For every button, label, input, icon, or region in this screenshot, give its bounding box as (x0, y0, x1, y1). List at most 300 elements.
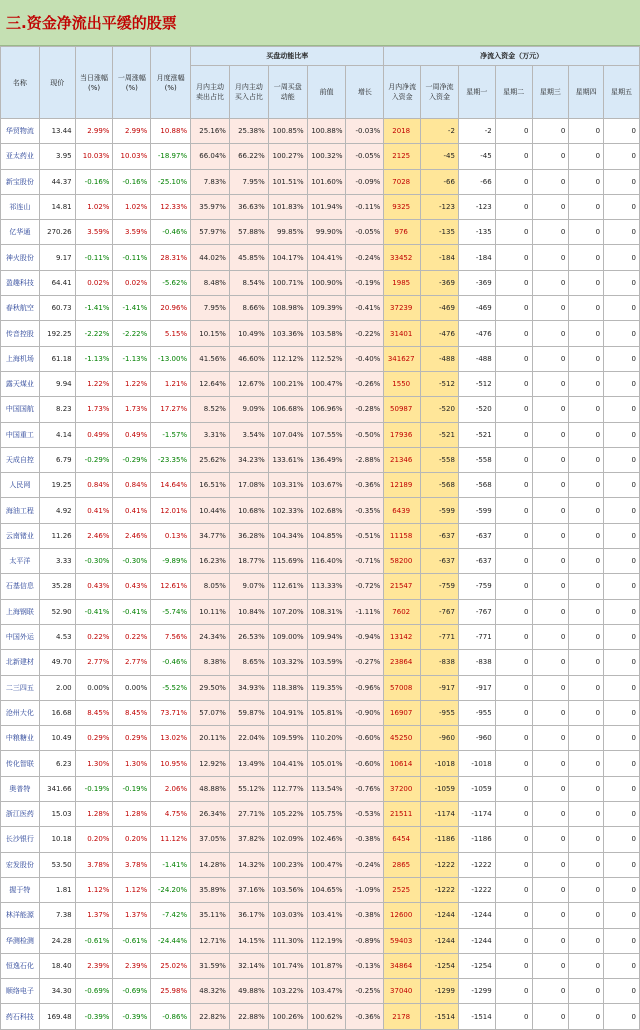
stock-name-cell: 上海钢联 (1, 599, 40, 624)
tue-flow-cell: 0 (495, 827, 532, 852)
day-change-cell: -1.13% (75, 346, 113, 371)
week-inflow-cell: -1059 (421, 776, 459, 801)
growth-cell: -0.03% (346, 119, 384, 144)
month-change-cell: -5.52% (151, 675, 191, 700)
thu-flow-cell: 0 (569, 119, 604, 144)
prev-value-cell: 109.39% (307, 296, 346, 321)
price-cell: 61.18 (39, 346, 75, 371)
thu-flow-cell: 0 (569, 371, 604, 396)
wed-flow-cell: 0 (532, 169, 569, 194)
month-sell-ratio-cell: 14.28% (191, 852, 230, 877)
week-change-cell: 0.84% (113, 473, 151, 498)
thu-flow-cell: 0 (569, 523, 604, 548)
month-change-cell: 13.02% (151, 726, 191, 751)
wed-flow-cell: 0 (532, 776, 569, 801)
day-change-cell: 0.22% (75, 624, 113, 649)
day-change-cell: 3.59% (75, 220, 113, 245)
prev-value-cell: 113.33% (307, 574, 346, 599)
week-change-cell: 3.78% (113, 852, 151, 877)
fri-flow-cell: 0 (604, 447, 640, 472)
mon-flow-cell: -1018 (458, 751, 495, 776)
stock-name-cell: 华贸物流 (1, 119, 40, 144)
growth-cell: -0.09% (346, 169, 384, 194)
table-row (1, 549, 640, 574)
month-change-cell: 25.98% (151, 979, 191, 1004)
prev-value-cell: 112.19% (307, 928, 346, 953)
month-change-cell: -25.10% (151, 169, 191, 194)
day-change-cell: 2.77% (75, 650, 113, 675)
month-change-cell: -24.20% (151, 877, 191, 902)
day-change-cell: -0.29% (75, 447, 113, 472)
month-change-cell: 5.15% (151, 321, 191, 346)
mon-flow-cell: -960 (458, 726, 495, 751)
wed-flow-cell: 0 (532, 624, 569, 649)
month-buy-ratio-cell: 26.53% (229, 624, 268, 649)
growth-cell: -0.13% (346, 953, 384, 978)
month-buy-ratio-cell: 14.32% (229, 852, 268, 877)
mon-flow-cell: -838 (458, 650, 495, 675)
price-cell: 169.48 (39, 1004, 75, 1029)
tue-flow-cell: 0 (495, 346, 532, 371)
thu-flow-cell: 0 (569, 827, 604, 852)
mon-flow-cell: -1244 (458, 928, 495, 953)
month-buy-ratio-cell: 13.49% (229, 751, 268, 776)
month-buy-ratio-cell: 46.60% (229, 346, 268, 371)
thu-flow-cell: 0 (569, 574, 604, 599)
month-sell-ratio-cell: 34.77% (191, 523, 230, 548)
thu-flow-cell: 0 (569, 877, 604, 902)
mon-flow-cell: -759 (458, 574, 495, 599)
day-change-cell: 0.41% (75, 498, 113, 523)
price-cell: 1.81 (39, 877, 75, 902)
fri-flow-cell: 0 (604, 321, 640, 346)
stock-name-cell: 握于特 (1, 877, 40, 902)
table-row (1, 802, 640, 827)
week-inflow-cell: -1186 (421, 827, 459, 852)
wed-flow-cell: 0 (532, 473, 569, 498)
table-row (1, 473, 640, 498)
growth-cell: -1.09% (346, 877, 384, 902)
wed-flow-cell: 0 (532, 194, 569, 219)
thu-flow-cell: 0 (569, 346, 604, 371)
month-buy-ratio-cell: 57.88% (229, 220, 268, 245)
price-cell: 64.41 (39, 270, 75, 295)
day-change-cell: 0.43% (75, 574, 113, 599)
growth-cell: -0.40% (346, 346, 384, 371)
fri-flow-cell: 0 (604, 574, 640, 599)
thu-flow-cell: 0 (569, 422, 604, 447)
price-cell: 9.17 (39, 245, 75, 270)
table-row (1, 144, 640, 169)
mon-flow-cell: -369 (458, 270, 495, 295)
month-sell-ratio-cell: 48.88% (191, 776, 230, 801)
month-change-cell: 11.12% (151, 827, 191, 852)
tue-flow-cell: 0 (495, 903, 532, 928)
price-cell: 9.94 (39, 371, 75, 396)
week-inflow-cell: -1299 (421, 979, 459, 1004)
header-month-change: 月度涨幅 (%) (151, 47, 191, 119)
prev-value-cell: 103.58% (307, 321, 346, 346)
tue-flow-cell: 0 (495, 397, 532, 422)
day-change-cell: 1.73% (75, 397, 113, 422)
week-inflow-cell: -558 (421, 447, 459, 472)
growth-cell: -0.28% (346, 397, 384, 422)
week-change-cell: 2.46% (113, 523, 151, 548)
growth-cell: -1.11% (346, 599, 384, 624)
mon-flow-cell: -1254 (458, 953, 495, 978)
tue-flow-cell: 0 (495, 245, 532, 270)
mon-flow-cell: -2 (458, 119, 495, 144)
stock-name-cell: 华测检测 (1, 928, 40, 953)
month-inflow-cell: 21547 (384, 574, 421, 599)
tue-flow-cell: 0 (495, 498, 532, 523)
week-change-cell: -0.39% (113, 1004, 151, 1029)
price-cell: 4.92 (39, 498, 75, 523)
mon-flow-cell: -1059 (458, 776, 495, 801)
week-change-cell: 1.28% (113, 802, 151, 827)
month-sell-ratio-cell: 35.97% (191, 194, 230, 219)
growth-cell: -0.36% (346, 473, 384, 498)
month-inflow-cell: 17936 (384, 422, 421, 447)
prev-value-cell: 103.67% (307, 473, 346, 498)
week-inflow-cell: -917 (421, 675, 459, 700)
wed-flow-cell: 0 (532, 498, 569, 523)
month-inflow-cell: 11158 (384, 523, 421, 548)
month-sell-ratio-cell: 12.71% (191, 928, 230, 953)
growth-cell: -0.05% (346, 144, 384, 169)
growth-cell: -0.19% (346, 270, 384, 295)
thu-flow-cell: 0 (569, 700, 604, 725)
price-cell: 4.14 (39, 422, 75, 447)
prev-value-cell: 100.47% (307, 852, 346, 877)
fri-flow-cell: 0 (604, 194, 640, 219)
week-inflow-cell: -488 (421, 346, 459, 371)
prev-value-cell: 100.32% (307, 144, 346, 169)
tue-flow-cell: 0 (495, 194, 532, 219)
prev-value-cell: 106.96% (307, 397, 346, 422)
prev-value-cell: 101.94% (307, 194, 346, 219)
mon-flow-cell: -45 (458, 144, 495, 169)
month-sell-ratio-cell: 7.83% (191, 169, 230, 194)
price-cell: 34.30 (39, 979, 75, 1004)
week-inflow-cell: -960 (421, 726, 459, 751)
week-inflow-cell: -1244 (421, 903, 459, 928)
mon-flow-cell: -476 (458, 321, 495, 346)
tue-flow-cell: 0 (495, 751, 532, 776)
thu-flow-cell: 0 (569, 397, 604, 422)
tue-flow-cell: 0 (495, 270, 532, 295)
header-day-change: 当日涨幅 (%) (75, 47, 113, 119)
week-buy-momentum-cell: 107.20% (268, 599, 307, 624)
month-inflow-cell: 16907 (384, 700, 421, 725)
day-change-cell: 1.12% (75, 877, 113, 902)
week-buy-momentum-cell: 103.03% (268, 903, 307, 928)
month-sell-ratio-cell: 10.11% (191, 599, 230, 624)
tue-flow-cell: 0 (495, 776, 532, 801)
month-buy-ratio-cell: 36.63% (229, 194, 268, 219)
stock-name-cell: 中国外运 (1, 624, 40, 649)
week-inflow-cell: -759 (421, 574, 459, 599)
week-buy-momentum-cell: 100.85% (268, 119, 307, 144)
month-change-cell: 10.88% (151, 119, 191, 144)
thu-flow-cell: 0 (569, 953, 604, 978)
thu-flow-cell: 0 (569, 979, 604, 1004)
week-inflow-cell: -184 (421, 245, 459, 270)
month-inflow-cell: 2525 (384, 877, 421, 902)
month-inflow-cell: 7602 (384, 599, 421, 624)
prev-value-cell: 104.41% (307, 245, 346, 270)
month-sell-ratio-cell: 8.05% (191, 574, 230, 599)
thu-flow-cell: 0 (569, 624, 604, 649)
month-buy-ratio-cell: 45.85% (229, 245, 268, 270)
stock-name-cell: 上海机场 (1, 346, 40, 371)
price-cell: 2.00 (39, 675, 75, 700)
fri-flow-cell: 0 (604, 245, 640, 270)
month-buy-ratio-cell: 36.28% (229, 523, 268, 548)
fri-flow-cell: 0 (604, 346, 640, 371)
growth-cell: -0.41% (346, 296, 384, 321)
week-change-cell: 1.22% (113, 371, 151, 396)
price-cell: 49.70 (39, 650, 75, 675)
week-change-cell: 1.30% (113, 751, 151, 776)
tue-flow-cell: 0 (495, 852, 532, 877)
day-change-cell: -0.61% (75, 928, 113, 953)
week-buy-momentum-cell: 101.74% (268, 953, 307, 978)
table-row (1, 169, 640, 194)
week-buy-momentum-cell: 99.85% (268, 220, 307, 245)
week-buy-momentum-cell: 111.30% (268, 928, 307, 953)
month-buy-ratio-cell: 37.82% (229, 827, 268, 852)
growth-cell: -0.53% (346, 802, 384, 827)
month-sell-ratio-cell: 48.32% (191, 979, 230, 1004)
week-buy-momentum-cell: 101.51% (268, 169, 307, 194)
stock-name-cell: 云南锗业 (1, 523, 40, 548)
month-change-cell: 10.95% (151, 751, 191, 776)
table-row (1, 523, 640, 548)
week-change-cell: -1.41% (113, 296, 151, 321)
month-sell-ratio-cell: 57.07% (191, 700, 230, 725)
tue-flow-cell: 0 (495, 953, 532, 978)
stock-name-cell: 浙江医药 (1, 802, 40, 827)
price-cell: 8.23 (39, 397, 75, 422)
table-row (1, 827, 640, 852)
month-sell-ratio-cell: 35.11% (191, 903, 230, 928)
table-row (1, 624, 640, 649)
stock-name-cell: 恒逸石化 (1, 953, 40, 978)
wed-flow-cell: 0 (532, 549, 569, 574)
month-sell-ratio-cell: 26.34% (191, 802, 230, 827)
week-inflow-cell: -45 (421, 144, 459, 169)
price-cell: 16.68 (39, 700, 75, 725)
month-inflow-cell: 12189 (384, 473, 421, 498)
month-sell-ratio-cell: 20.11% (191, 726, 230, 751)
price-cell: 13.44 (39, 119, 75, 144)
stock-name-cell: 中粮糖业 (1, 726, 40, 751)
month-change-cell: 12.61% (151, 574, 191, 599)
week-inflow-cell: -2 (421, 119, 459, 144)
growth-cell: -0.26% (346, 371, 384, 396)
price-cell: 3.33 (39, 549, 75, 574)
week-change-cell: 3.59% (113, 220, 151, 245)
day-change-cell: -0.69% (75, 979, 113, 1004)
table-row (1, 574, 640, 599)
month-change-cell: -5.62% (151, 270, 191, 295)
stock-name-cell: 亚太药业 (1, 144, 40, 169)
price-cell: 53.50 (39, 852, 75, 877)
tue-flow-cell: 0 (495, 675, 532, 700)
week-buy-momentum-cell: 115.69% (268, 549, 307, 574)
tue-flow-cell: 0 (495, 1004, 532, 1029)
tue-flow-cell: 0 (495, 650, 532, 675)
prev-value-cell: 109.94% (307, 624, 346, 649)
week-inflow-cell: -1222 (421, 852, 459, 877)
thu-flow-cell: 0 (569, 751, 604, 776)
month-buy-ratio-cell: 17.08% (229, 473, 268, 498)
week-inflow-cell: -66 (421, 169, 459, 194)
header-name: 名称 (1, 47, 40, 119)
month-buy-ratio-cell: 36.17% (229, 903, 268, 928)
month-sell-ratio-cell: 24.34% (191, 624, 230, 649)
month-buy-ratio-cell: 7.95% (229, 169, 268, 194)
fri-flow-cell: 0 (604, 776, 640, 801)
fri-flow-cell: 0 (604, 1004, 640, 1029)
week-buy-momentum-cell: 102.33% (268, 498, 307, 523)
mon-flow-cell: -1244 (458, 903, 495, 928)
thu-flow-cell: 0 (569, 928, 604, 953)
table-row (1, 979, 640, 1004)
tue-flow-cell: 0 (495, 422, 532, 447)
month-change-cell: -0.46% (151, 220, 191, 245)
month-buy-ratio-cell: 14.15% (229, 928, 268, 953)
growth-cell: -0.94% (346, 624, 384, 649)
table-row (1, 270, 640, 295)
month-buy-ratio-cell: 34.93% (229, 675, 268, 700)
fri-flow-cell: 0 (604, 903, 640, 928)
day-change-cell: 0.00% (75, 675, 113, 700)
thu-flow-cell: 0 (569, 852, 604, 877)
week-buy-momentum-cell: 104.34% (268, 523, 307, 548)
week-buy-momentum-cell: 100.23% (268, 852, 307, 877)
day-change-cell: 1.37% (75, 903, 113, 928)
prev-value-cell: 103.59% (307, 650, 346, 675)
price-cell: 24.28 (39, 928, 75, 953)
week-change-cell: 0.00% (113, 675, 151, 700)
thu-flow-cell: 0 (569, 726, 604, 751)
wed-flow-cell: 0 (532, 675, 569, 700)
week-buy-momentum-cell: 106.68% (268, 397, 307, 422)
month-sell-ratio-cell: 10.44% (191, 498, 230, 523)
header-group-net-flow: 净流入资金（万元） (384, 47, 640, 66)
wed-flow-cell: 0 (532, 979, 569, 1004)
tue-flow-cell: 0 (495, 979, 532, 1004)
table-row (1, 928, 640, 953)
growth-cell: -0.25% (346, 979, 384, 1004)
table-row (1, 1004, 640, 1029)
wed-flow-cell: 0 (532, 726, 569, 751)
price-cell: 18.40 (39, 953, 75, 978)
month-buy-ratio-cell: 34.23% (229, 447, 268, 472)
prev-value-cell: 110.20% (307, 726, 346, 751)
week-buy-momentum-cell: 112.12% (268, 346, 307, 371)
tue-flow-cell: 0 (495, 599, 532, 624)
fri-flow-cell: 0 (604, 397, 640, 422)
week-change-cell: -0.16% (113, 169, 151, 194)
growth-cell: -0.24% (346, 245, 384, 270)
stock-name-cell: 奥普特 (1, 776, 40, 801)
day-change-cell: 2.39% (75, 953, 113, 978)
tue-flow-cell: 0 (495, 473, 532, 498)
thu-flow-cell: 0 (569, 650, 604, 675)
week-inflow-cell: -955 (421, 700, 459, 725)
price-cell: 192.25 (39, 321, 75, 346)
growth-cell: -0.11% (346, 194, 384, 219)
header-group-buy-ratio: 买盘动能比率 (191, 47, 384, 66)
week-buy-momentum-cell: 100.21% (268, 371, 307, 396)
month-change-cell: 14.64% (151, 473, 191, 498)
week-change-cell: 0.41% (113, 498, 151, 523)
thu-flow-cell: 0 (569, 776, 604, 801)
tue-flow-cell: 0 (495, 574, 532, 599)
mon-flow-cell: -568 (458, 473, 495, 498)
price-cell: 60.73 (39, 296, 75, 321)
stock-name-cell: 祁连山 (1, 194, 40, 219)
week-inflow-cell: -469 (421, 296, 459, 321)
week-buy-momentum-cell: 133.61% (268, 447, 307, 472)
stock-name-cell: 北新建材 (1, 650, 40, 675)
stock-name-cell: 春秋航空 (1, 296, 40, 321)
month-inflow-cell: 2018 (384, 119, 421, 144)
prev-value-cell: 102.68% (307, 498, 346, 523)
month-inflow-cell: 57008 (384, 675, 421, 700)
month-change-cell: -13.00% (151, 346, 191, 371)
fri-flow-cell: 0 (604, 119, 640, 144)
week-change-cell: 0.02% (113, 270, 151, 295)
mon-flow-cell: -469 (458, 296, 495, 321)
fri-flow-cell: 0 (604, 371, 640, 396)
wed-flow-cell: 0 (532, 650, 569, 675)
month-sell-ratio-cell: 44.02% (191, 245, 230, 270)
wed-flow-cell: 0 (532, 700, 569, 725)
week-inflow-cell: -1174 (421, 802, 459, 827)
week-change-cell: 0.22% (113, 624, 151, 649)
tue-flow-cell: 0 (495, 523, 532, 548)
month-buy-ratio-cell: 10.49% (229, 321, 268, 346)
prev-value-cell: 101.60% (307, 169, 346, 194)
wed-flow-cell: 0 (532, 852, 569, 877)
month-sell-ratio-cell: 29.50% (191, 675, 230, 700)
wed-flow-cell: 0 (532, 296, 569, 321)
month-buy-ratio-cell: 22.88% (229, 1004, 268, 1029)
week-change-cell: -0.30% (113, 549, 151, 574)
week-buy-momentum-cell: 104.17% (268, 245, 307, 270)
wed-flow-cell: 0 (532, 144, 569, 169)
month-buy-ratio-cell: 49.88% (229, 979, 268, 1004)
thu-flow-cell: 0 (569, 802, 604, 827)
week-inflow-cell: -1244 (421, 928, 459, 953)
fri-flow-cell: 0 (604, 296, 640, 321)
mon-flow-cell: -767 (458, 599, 495, 624)
day-change-cell: -0.11% (75, 245, 113, 270)
month-change-cell: -18.97% (151, 144, 191, 169)
day-change-cell: -0.19% (75, 776, 113, 801)
price-cell: 19.25 (39, 473, 75, 498)
growth-cell: -0.60% (346, 751, 384, 776)
fri-flow-cell: 0 (604, 422, 640, 447)
week-buy-momentum-cell: 103.22% (268, 979, 307, 1004)
fri-flow-cell: 0 (604, 802, 640, 827)
month-change-cell: -1.41% (151, 852, 191, 877)
prev-value-cell: 116.40% (307, 549, 346, 574)
